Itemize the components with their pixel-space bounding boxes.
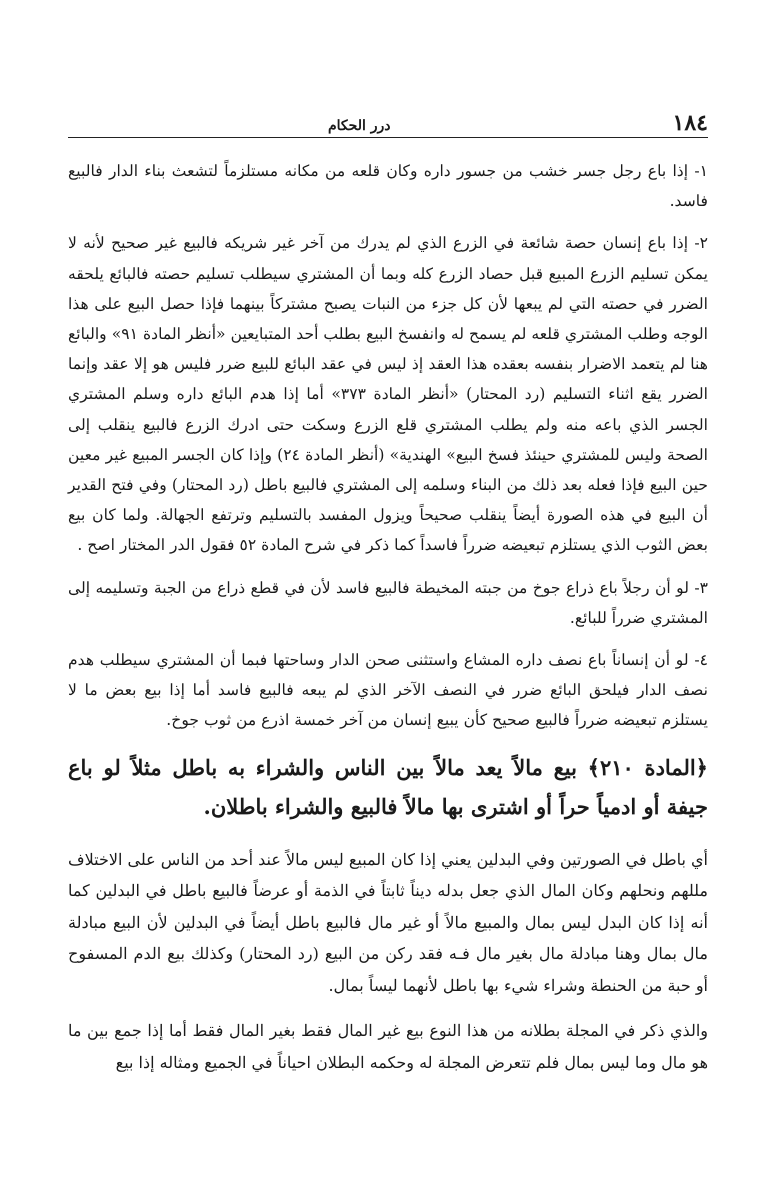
page-body <box>68 156 708 1092</box>
explanation-paragraph-1: أي باطل في الصورتين وفي البدلين يعني إذا كان المبيع ليس مالاً عند أحد من الناس على الاختلاف مللهم ونحلهم وكان المال الذي جعل بدله ديناً ثابتاً في الذمة أو عرضاً فالبيع باطل في البدلين كما أنه إذا كان البدل ليس بمال والمبيع مالاً أو غير مال فالبيع باطل أيضاً في البدلين لأن البيع مبادلة مال بمال وهنا مبادلة مال بغير مال فـه فقد ركن من البيع (رد المحتار) وكذلك بيع الدم المسفوح أو حبة من الحنطة وشراء شيء بها باطل لأنهما ليساً بمال. <box>68 849 708 995</box>
numbered-item-2: ٢- إذا باع إنسان حصة شائعة في الزرع الذي لم يدرك من آخر غير شريكه فالبيع غير صحيح لأنه لا يمكن تسليم الزرع المبيع قبل حصاد الزرع كله وبما أن المشتري سيطلب تسليم حصته فالبائع يلحقه الضرر في حصته التي لم يبعها لأن كل جزء من النبات يصبح مشتركاً بينهما فإذا حصل البيع على هذا الوجه وطلب المشتري قلعه لم يسمح له وانفسخ البيع بطلب أحد المتبايعين «أنظر المادة ٩١» والبائع هنا لم يتعمد الاضرار بنفسه بعقده هذا العقد إذ ليس في عقد البائع للبيع ضرر فليس هو إلا عقد وإنما الضرر يقع اثناء التسليم (رد المحتار) «أنظر المادة ٣٧٣» أما إذا هدم البائع داره وسلم المشتري الجسر الذي باعه منه ولم يطلب المشتري قلع الزرع وسكت حتى ادرك الزرع فالبيع ينقلب إلى الصحة وليس للمشتري حينئذ فسخ البيع» الهندية» (أنظر المادة ٢٤) وإذا كان الجسر المبيع غير معين حين البيع فإذا فعله بعد ذلك من البناء وسلمه إلى المشتري فالبيع باطل (رد المحتار) وفي فتح القدير أن البيع في هذه الصورة أيضاً ينقلب صحيحاً ويزول المفسد بالتسليم وترتفع الجهالة. ولما كان بيع بعض الثوب الذي يستلزم تبعيضه ضرراً فاسداً كما ذكر في شرح المادة ٥٢ فقول الدر المختار اصح . <box>68 234 709 555</box>
article-210-heading: ﴿المادة ٢١٠﴾ بيع مالاً يعد مالاً بين الناس والشراء به باطل مثلاً لو باع جيفة أو ادمياً حراً أو اشترى بها مالاً فالبيع والشراء باطلان. <box>68 754 708 819</box>
page-number: ١٨٤ <box>672 110 708 136</box>
header-rule <box>68 137 708 138</box>
explanation-paragraph-2: والذي ذكر في المجلة بطلانه من هذا النوع بيع غير المال فقط بغير المال فقط أما إذا جمع بين ما هو مال وما ليس بمال فلم تتعرض المجلة له وحكمه البطلان احياناً في الجميع ومثاله إذا بيع <box>68 1021 708 1072</box>
numbered-item-1: ١- إذا باع رجل جسر خشب من جسور داره وكان قلعه من مكانه مستلزماً لتشعث بناء الدار فالبيع فاسد. <box>68 162 708 211</box>
numbered-item-3: ٣- لو أن رجلاً باع ذراع جوخ من جبته المخيطة فالبيع فاسد لأن في قطع ذراع من الجبة وتسليمه إلى المشتري ضرراً للبائع. <box>68 578 708 627</box>
numbered-item-4: ٤- لو أن إنساناً باع نصف داره المشاع واستثنى صحن الدار وساحتها فبما أن المشتري سيطلب هدم نصف الدار فيلحق البائع ضرر في النصف الآخر الذي لم يبعه فالبيع فاسد أما إذا بيع بعض ما لا يستلزم تبعيضه ضرراً فالبيع صحيح كأن يبيع إنسان من آخر خمسة اذرع من ثوب جوخ. <box>68 651 708 730</box>
running-title: درر الحكام <box>328 118 391 134</box>
page-header <box>68 108 708 134</box>
